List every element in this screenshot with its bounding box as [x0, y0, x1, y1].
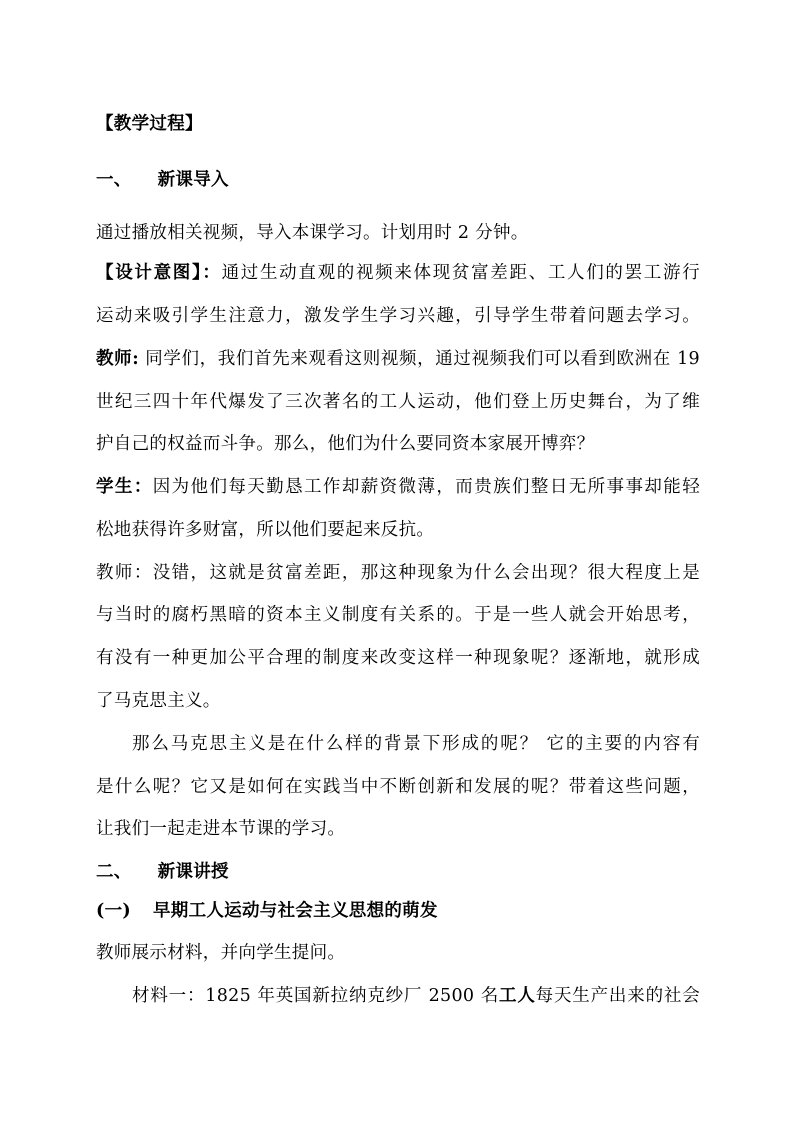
- para3-text-1: 那么马克思主义是在什么样的背景下形成的呢？ 它的主要的内容有: [132, 734, 700, 754]
- heading-2: [96, 860, 229, 884]
- student-text-1: 因为他们每天勤恳工作却薪资微薄，而贵族们整日无所事事却能轻: [152, 477, 700, 497]
- show-material-line: [96, 941, 345, 965]
- teacher-text-1: 同学们，我们首先来观看这则视频，通过视频我们可以看到欧洲在 19: [139, 349, 700, 369]
- teacher-line-1: [96, 347, 700, 371]
- student-line-1: [96, 475, 700, 499]
- teacher-label: 教师: [96, 349, 133, 369]
- teacher2-text-2: 与当时的腐朽黑暗的资本主义制度有关系的。于是一些人就会开始思考，: [96, 605, 700, 625]
- teacher2-line-4: [96, 689, 221, 713]
- teacher2-text-3: 有没有一种更加公平合理的制度来改变这样一种现象呢？逐渐地，就形成: [96, 648, 700, 668]
- design-intent-line-2: [96, 304, 700, 328]
- design-intent-line-1: [96, 261, 700, 285]
- student-line-2: [96, 518, 434, 542]
- heading-2-title: 新课讲授: [157, 862, 229, 882]
- show-material-text: 教师展示材料，并向学生提问。: [96, 943, 346, 963]
- teacher2-text-4: 了马克思主义。: [96, 691, 221, 711]
- teacher2-text-1: 教师：没错，这就是贫富差距，那这种现象为什么会出现？很大程度上是: [96, 563, 700, 583]
- intro-paragraph: [96, 221, 529, 245]
- teacher-line-3: [96, 432, 594, 456]
- design-intent-colon: ：: [202, 263, 222, 283]
- heading-2-number: 二、: [96, 862, 132, 882]
- material-1-suffix: 每天生产出来的社会: [535, 986, 700, 1006]
- heading-3-number: (一): [96, 901, 131, 921]
- para3-text-2: 是什么呢？它又是如何在实践当中不断创新和发展的呢？带着这些问题，: [96, 777, 700, 797]
- para3-line-2: [96, 775, 700, 799]
- teacher2-line-2: [96, 603, 700, 627]
- para3-line-1: [96, 732, 700, 756]
- section-process-heading: [96, 112, 203, 136]
- para3-line-3: [96, 817, 345, 841]
- material-1-line: [96, 984, 700, 1008]
- design-intent-text-2: 运动来吸引学生注意力，激发学生学习兴趣，引导学生带着问题去学习。: [96, 306, 700, 326]
- teacher-text-3: 护自己的权益而斗争。那么，他们为什么要同资本家展开博弈？: [96, 434, 595, 454]
- heading-3-title: 早期工人运动与社会主义思想的萌发: [152, 901, 438, 921]
- teacher-line-2: [96, 390, 700, 414]
- para3-text-3: 让我们一起走进本节课的学习。: [96, 819, 346, 839]
- teacher2-line-1: [96, 561, 700, 585]
- design-intent-label: 【设计意图】: [96, 263, 203, 283]
- heading-1: [96, 168, 229, 192]
- teacher-text-2: 世纪三四十年代爆发了三次著名的工人运动，他们登上历史舞台，为了维: [96, 392, 700, 412]
- heading-3: [96, 899, 438, 923]
- heading-1-title: 新课导入: [157, 170, 229, 190]
- heading-1-number: 一、: [96, 170, 132, 190]
- material-1-bold-word: 工人: [499, 986, 536, 1006]
- student-text-2: 松地获得许多财富，所以他们要起来反抗。: [96, 520, 435, 540]
- design-intent-text-1: 通过生动直观的视频来体现贫富差距、工人们的罢工游行: [221, 263, 700, 283]
- student-label: 学生：: [96, 477, 153, 497]
- section-process-text: 【教学过程】: [96, 114, 203, 134]
- teacher-colon: :: [132, 349, 140, 369]
- material-1-prefix: 材料一：1825 年英国新拉纳克纱厂 2500 名: [132, 986, 500, 1006]
- teacher2-line-3: [96, 646, 700, 670]
- intro-text: 通过播放相关视频，导入本课学习。计划用时 2 分钟。: [96, 223, 529, 243]
